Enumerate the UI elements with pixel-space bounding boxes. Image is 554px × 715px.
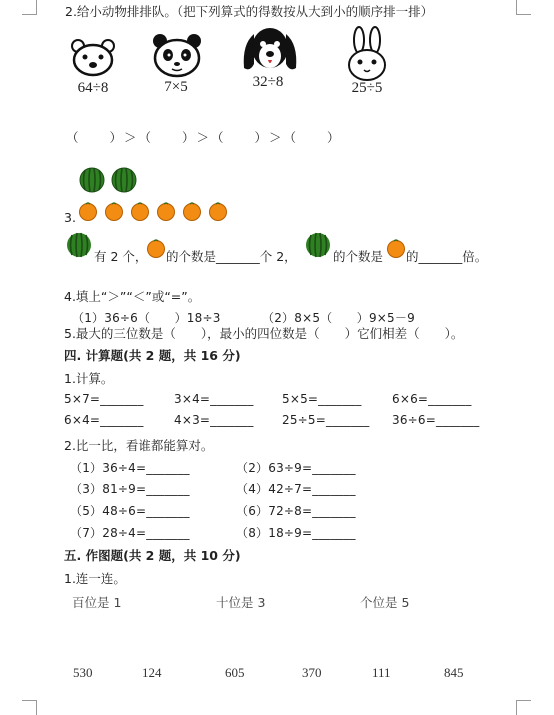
- bear-icon: [70, 38, 116, 78]
- rabbit-icon: [344, 26, 390, 82]
- match-label-3: 个位是 5: [360, 595, 410, 610]
- orange-icon: [208, 201, 228, 221]
- calc-row2-item3: 25÷5=_______: [282, 413, 370, 427]
- match-number-1: 530: [73, 665, 93, 680]
- match-number-2: 124: [142, 665, 162, 680]
- match-number-6: 845: [444, 665, 464, 680]
- compare-item-4: （4）42÷7=_______: [236, 482, 356, 496]
- section4-title: 四. 计算题(共 2 题，共 16 分): [64, 348, 241, 363]
- watermelon-icon: [305, 232, 331, 258]
- corner-mark-tr: [516, 0, 531, 15]
- orange-icon: [130, 201, 150, 221]
- calc-row2-item2: 4×3=_______: [174, 413, 254, 427]
- s4-q1-title: 1.计算。: [64, 371, 114, 386]
- corner-mark-tl: [22, 0, 37, 15]
- calc-row1-item4: 6×6=_______: [392, 392, 472, 406]
- q4-item-2: （2）8×5（ ）9×5－9: [262, 311, 415, 325]
- q2-expression-1: 64÷8: [77, 80, 109, 96]
- q2-expression-3: 32÷8: [252, 74, 284, 90]
- orange-icon: [156, 201, 176, 221]
- match-label-2: 十位是 3: [216, 595, 266, 610]
- s5-q1-title: 1.连一连。: [64, 571, 126, 586]
- match-number-4: 370: [302, 665, 322, 680]
- watermelon-row: [79, 167, 137, 193]
- compare-item-2: （2）63÷9=_______: [236, 461, 356, 475]
- orange-icon: [78, 201, 98, 221]
- section5-title: 五. 作图题(共 2 题，共 10 分): [64, 548, 241, 563]
- dog-icon: [240, 24, 300, 76]
- q3-text-part4: 的_______倍。: [406, 249, 488, 264]
- q4-item-1: （1）36÷6（ ）18÷3: [72, 311, 221, 325]
- match-number-3: 605: [225, 665, 245, 680]
- compare-item-8: （8）18÷9=_______: [236, 526, 356, 540]
- corner-mark-bl: [22, 700, 37, 715]
- compare-item-1: （1）36÷4=_______: [70, 461, 190, 475]
- q3-number: 3.: [64, 210, 76, 225]
- q2-expression-2: 7×5: [164, 79, 188, 95]
- compare-item-7: （7）28÷4=_______: [70, 526, 190, 540]
- orange-icon: [104, 201, 124, 221]
- q3-text-part3: 的个数是: [333, 249, 384, 264]
- orange-row: [78, 201, 228, 221]
- watermelon-icon: [79, 167, 105, 193]
- match-number-5: 111: [372, 665, 391, 680]
- q4-title: 4.填上“＞”“＜”或“=”。: [64, 289, 201, 304]
- compare-item-5: （5）48÷6=_______: [70, 504, 190, 518]
- match-label-1: 百位是 1: [72, 595, 122, 610]
- q3-text-part2: 的个数是_______个 2，: [166, 249, 297, 264]
- compare-item-6: （6）72÷8=_______: [236, 504, 356, 518]
- orange-icon: [386, 238, 406, 258]
- watermelon-icon: [66, 232, 92, 258]
- q3-text-part1: 有 2 个，: [94, 249, 148, 264]
- q5-text: 5.最大的三位数是（ ），最小的四位数是（ ）它们相差（ ）。: [64, 326, 464, 341]
- calc-row2-item4: 36÷6=_______: [392, 413, 480, 427]
- compare-item-3: （3）81÷9=_______: [70, 482, 190, 496]
- q2-order-line: （ ）＞（ ）＞（ ）＞（ ）: [66, 130, 342, 145]
- orange-icon: [146, 238, 166, 258]
- calc-row1-item3: 5×5=_______: [282, 392, 362, 406]
- calc-row1-item1: 5×7=_______: [64, 392, 144, 406]
- corner-mark-br: [516, 700, 531, 715]
- s4-q2-title: 2.比一比，看谁都能算对。: [64, 438, 214, 453]
- calc-row1-item2: 3×4=_______: [174, 392, 254, 406]
- calc-row2-item1: 6×4=_______: [64, 413, 144, 427]
- panda-icon: [151, 32, 203, 78]
- q2-expression-4: 25÷5: [351, 80, 383, 96]
- watermelon-icon: [111, 167, 137, 193]
- orange-icon: [182, 201, 202, 221]
- q2-title: 2.给小动物排排队。（把下列算式的得数按从大到小的顺序排一排）: [65, 4, 434, 19]
